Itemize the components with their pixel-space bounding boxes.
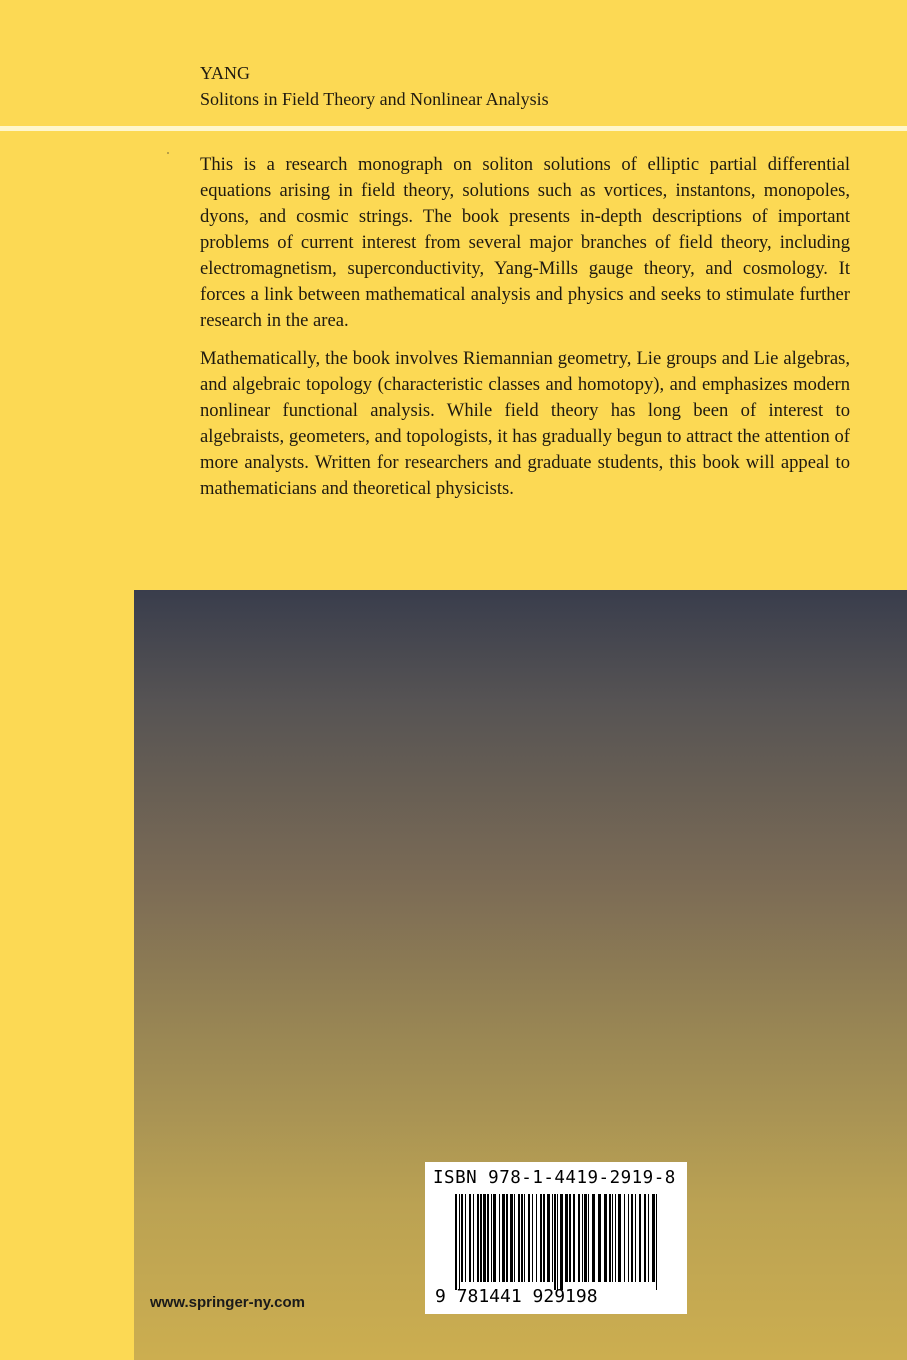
isbn-label: ISBN 978-1-4419-2919-8 [433,1168,676,1188]
description-paragraph-1: This is a research monograph on soliton solutions of elliptic partial differential equations arising in field theory, solutions such as vortices, instantons, monopoles, dyons, and cosmic strings. The book presents in-depth descriptions of important problems of current interest from several major branches of field theory, including electromagnetism, superconductivity, Yang-Mills gauge theory, and cosmology. It forces a link between mathematical analysis and physics and seeks to stimulate further research in the area. [200,154,850,331]
header-divider [0,126,907,131]
book-description [200,152,850,514]
publisher-website: www.springer-ny.com [150,1294,306,1311]
decorative-dot [167,152,169,154]
back-cover-header [200,60,549,112]
isbn-barcode [425,1162,687,1314]
author-name: YANG [200,63,251,83]
description-paragraph-2: Mathematically, the book involves Riemannian geometry, Lie groups and Lie algebras, and algebraic topology (characteristic classes and homotopy), and emphasizes modern nonlinear functional analysis. While field theory has long been of interest to algebraists, geometers, and topologists, it has gradually begun to attract the attention of more analysts. Written for researchers and graduate students, this book will appeal to mathematicians and theoretical physicists. [200,348,850,499]
book-title: Solitons in Field Theory and Nonlinear Analysis [200,89,549,109]
ean-digits: 9 781441 929198 [435,1286,598,1307]
barcode-bars [455,1194,660,1290]
